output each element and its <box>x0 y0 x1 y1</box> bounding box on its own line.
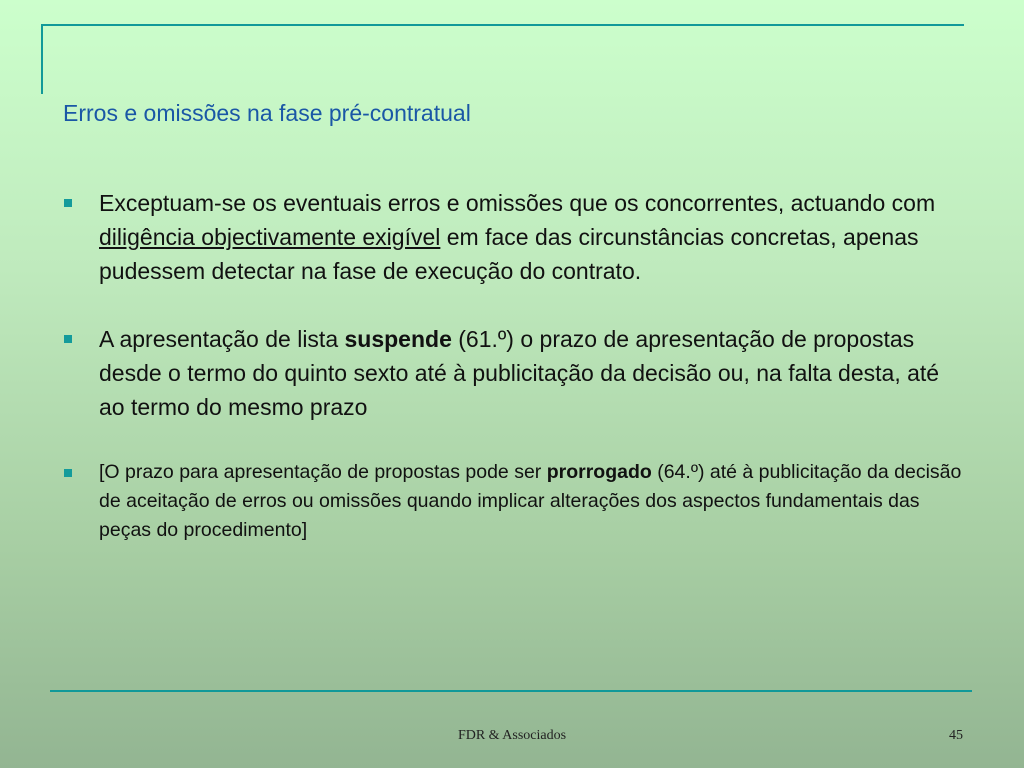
decorative-top-rule <box>41 24 964 26</box>
square-bullet-icon <box>64 199 72 207</box>
bold-phrase: prorrogado <box>546 461 652 483</box>
bullet-list <box>63 186 963 545</box>
decorative-vertical-rule <box>41 24 43 94</box>
bullet-text: Exceptuam-se os eventuais erros e omissões que os concorrentes, actuando com <box>99 190 936 216</box>
underlined-phrase: diligência objectivamente exigível <box>99 224 441 250</box>
bullet-text: (64.º) até à publicitação da decisão de aceitação de erros ou omissões quando implicar alterações dos aspectos fundamentais das peças do procedimento] <box>99 461 962 541</box>
bold-phrase: suspende <box>344 326 452 352</box>
square-bullet-icon <box>64 469 72 477</box>
footer-divider <box>50 690 972 692</box>
bullet-item <box>63 322 963 424</box>
bullet-item <box>63 186 963 288</box>
bullet-text: [O prazo para apresentação de propostas pode ser <box>99 461 547 483</box>
slide-title: Erros e omissões na fase pré-contratual <box>63 100 471 126</box>
page-number: 45 <box>949 728 963 743</box>
footer-text: FDR & Associados <box>457 728 567 743</box>
bullet-text: A apresentação de lista <box>99 326 345 352</box>
bullet-item <box>63 458 963 545</box>
bullet-text: em face das circunstâncias concretas, apenas pudessem detectar na fase de execução do contrato. <box>99 224 919 284</box>
square-bullet-icon <box>64 335 72 343</box>
bullet-text: (61.º) o prazo de apresentação de propostas desde o termo do quinto sexto até à publicitação da decisão ou, na falta desta, até ao termo do mesmo prazo <box>99 326 940 420</box>
